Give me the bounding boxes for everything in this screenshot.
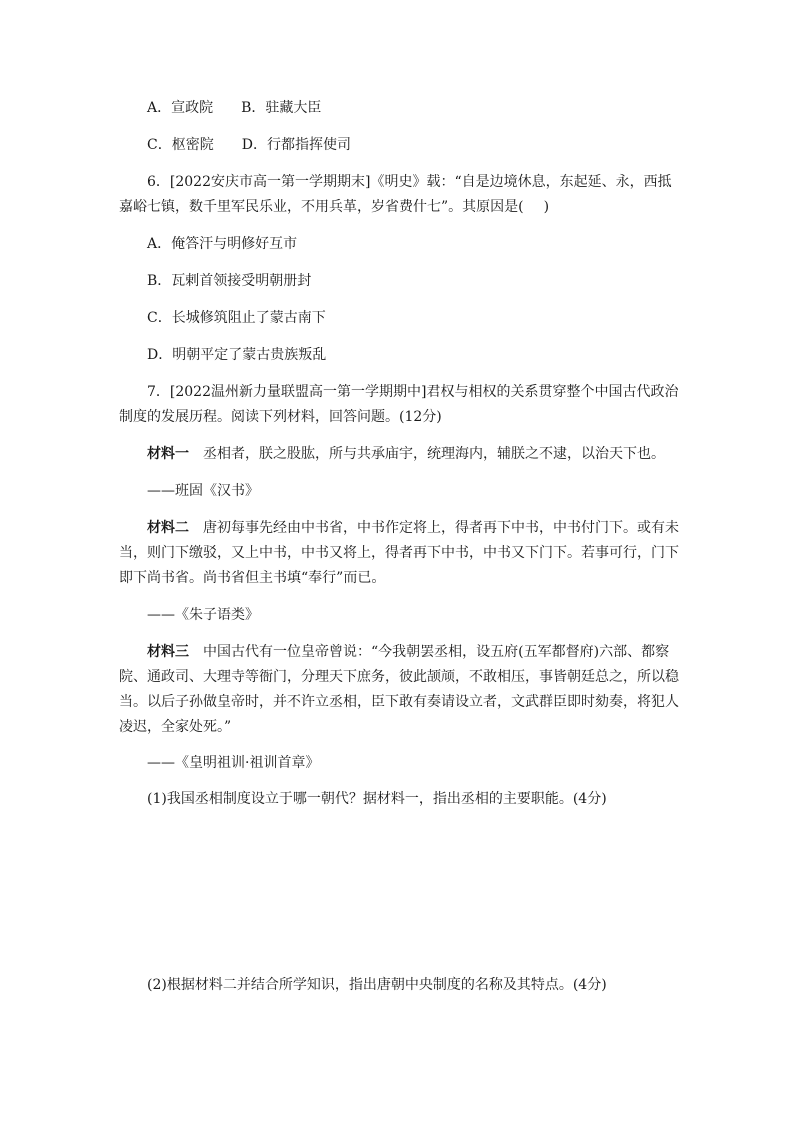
q5-options-row2 xyxy=(147,135,351,155)
q6-stem-line2 xyxy=(119,197,549,217)
material-3-line1 xyxy=(147,642,669,662)
material-1-label: 材料一 xyxy=(147,446,189,462)
material-3-source: ——《皇明祖训·祖训首章》 xyxy=(147,755,320,771)
material-2-text1: 唐初每事先经由中书省，中书作定将上，得者再下中书，中书付门下。或有未 xyxy=(203,520,679,536)
material-3-line4: 凌迟，全家处死。” xyxy=(119,719,232,735)
q5-option-d[interactable]: D．行都指挥使司 xyxy=(241,137,351,153)
material-1 xyxy=(147,444,665,464)
q6-option-a[interactable]: A．俺答汗与明修好互市 xyxy=(147,236,298,252)
sub-question-2: (2)根据材料二并结合所学知识，指出唐朝中央制度的名称及其特点。(4分) xyxy=(147,977,607,993)
q5-option-a[interactable]: A．宣政院 xyxy=(147,100,214,116)
material-3-line3: 当。以后子孙做皇帝时，并不许立丞相，臣下敢有奏请设立者，文武群臣即时劾奏，将犯人 xyxy=(119,694,679,710)
sub-question-1: (1)我国丞相制度设立于哪一朝代？据材料一，指出丞相的主要职能。(4分) xyxy=(147,791,607,807)
q6-stem-line2-text: 嘉峪七镇，数千里军民乐业，不用兵革，岁省费什七”。其原因是( xyxy=(119,199,524,215)
q6-option-c[interactable]: C．长城修筑阻止了蒙古南下 xyxy=(147,310,326,326)
material-2-line1 xyxy=(147,518,679,538)
material-2-line2: 当，则门下缴驳，又上中书，中书又将上，得者再下中书，中书又下门下。若事可行，门下 xyxy=(119,545,679,561)
material-2-label: 材料二 xyxy=(147,520,189,536)
q5-options-row1 xyxy=(147,98,321,118)
q6-option-b[interactable]: B．瓦剌首领接受明朝册封 xyxy=(147,273,312,289)
q7-stem-line2: 制度的发展历程。阅读下列材料，回答问题。(12分) xyxy=(119,409,442,425)
material-3-line2: 院、通政司、大理寺等衙门，分理天下庶务，彼此颉颃，不敢相压，事皆朝廷总之，所以稳 xyxy=(119,669,679,685)
material-1-source: ——班固《汉书》 xyxy=(147,483,259,499)
material-3-text1: 中国古代有一位皇帝曾说：“今我朝罢丞相，设五府(五军都督府)六部、都察 xyxy=(203,644,670,660)
material-1-text: 丞相者，朕之股肱，所与共承庙宇，统理海内，辅朕之不逮，以治天下也。 xyxy=(203,446,665,462)
material-3-label: 材料三 xyxy=(147,644,189,660)
q7-stem-line1: 7．[2022温州新力量联盟高一第一学期期中]君权与相权的关系贯穿整个中国古代政治 xyxy=(147,384,679,400)
material-2-line3: 即下尚书省。尚书省但主书填“奉行”而已。 xyxy=(119,570,386,586)
q6-stem-line2-close: ) xyxy=(543,199,550,215)
q5-option-c[interactable]: C．枢密院 xyxy=(147,137,214,153)
q5-option-b[interactable]: B．驻藏大臣 xyxy=(241,100,322,116)
q6-stem-line1: 6．[2022安庆市高一第一学期期末]《明史》载：“自是边境休息，东起延、永，西抵 xyxy=(147,174,672,190)
material-2-source: ——《朱子语类》 xyxy=(147,607,259,623)
q6-option-d[interactable]: D．明朝平定了蒙古贵族叛乱 xyxy=(147,347,327,363)
